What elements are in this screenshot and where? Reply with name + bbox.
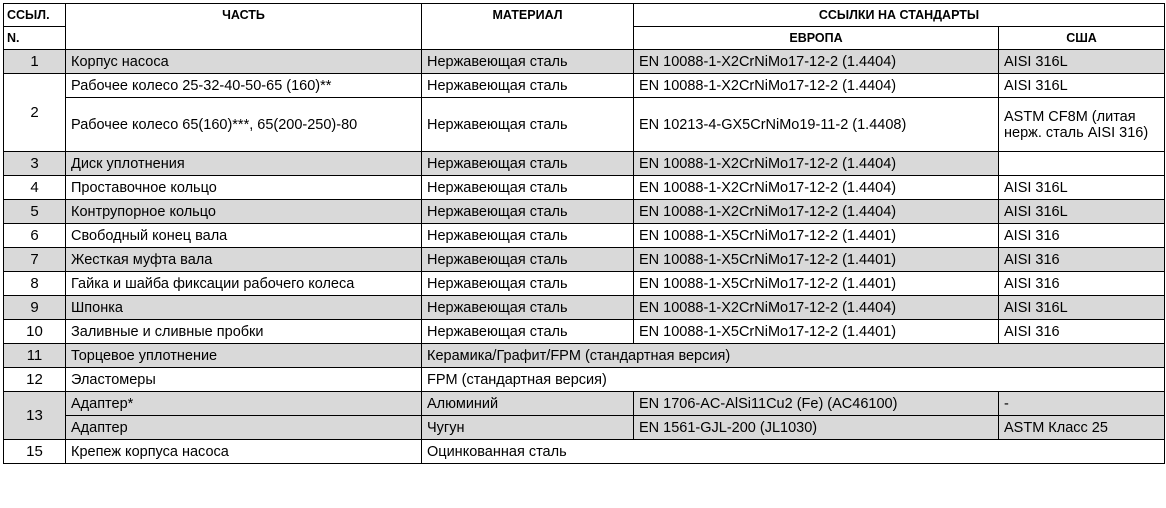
table-row [4, 50, 1165, 74]
material-cell: Чугун [422, 416, 634, 440]
part-cell: Шпонка [66, 296, 422, 320]
ref-cell: 2 [4, 74, 66, 152]
table-row [4, 440, 1165, 464]
europe-cell: EN 10088-1-X2CrNiMo17-12-2 (1.4404) [634, 296, 999, 320]
usa-header: США [999, 27, 1165, 50]
europe-cell: EN 10088-1-X5CrNiMo17-12-2 (1.4401) [634, 248, 999, 272]
europe-cell: EN 10088-1-X5CrNiMo17-12-2 (1.4401) [634, 272, 999, 296]
table-row [4, 272, 1165, 296]
material-cell: Нержавеющая сталь [422, 50, 634, 74]
material-cell: Оцинкованная сталь [422, 440, 1165, 464]
standards-header: ССЫЛКИ НА СТАНДАРТЫ [634, 4, 1165, 27]
ref-header: ССЫЛ. [4, 4, 66, 27]
europe-cell: EN 10213-4-GX5CrNiMo19-11-2 (1.4408) [634, 98, 999, 152]
ref-cell: 13 [4, 392, 66, 440]
table-row [4, 296, 1165, 320]
table-row [4, 248, 1165, 272]
ref-cell: 3 [4, 152, 66, 176]
table-row [4, 152, 1165, 176]
material-cell: Нержавеющая сталь [422, 98, 634, 152]
ref-cell: 4 [4, 176, 66, 200]
europe-cell: EN 10088-1-X2CrNiMo17-12-2 (1.4404) [634, 152, 999, 176]
part-cell: Адаптер [66, 416, 422, 440]
usa-cell: AISI 316L [999, 50, 1165, 74]
material-cell: Нержавеющая сталь [422, 320, 634, 344]
usa-cell: ASTM Класс 25 [999, 416, 1165, 440]
part-cell: Жесткая муфта вала [66, 248, 422, 272]
usa-cell: AISI 316L [999, 74, 1165, 98]
part-cell: Торцевое уплотнение [66, 344, 422, 368]
part-cell: Крепеж корпуса насоса [66, 440, 422, 464]
ref-cell: 5 [4, 200, 66, 224]
material-cell: Нержавеющая сталь [422, 224, 634, 248]
table-row [4, 74, 1165, 98]
part-cell: Рабочее колесо 65(160)***, 65(200-250)-80 [66, 98, 422, 152]
part-header: ЧАСТЬ [66, 4, 422, 50]
table-row [4, 200, 1165, 224]
material-cell: Нержавеющая сталь [422, 200, 634, 224]
materials-table [3, 3, 1165, 464]
part-cell: Корпус насоса [66, 50, 422, 74]
part-cell: Свободный конец вала [66, 224, 422, 248]
material-cell: Нержавеющая сталь [422, 176, 634, 200]
europe-cell: EN 10088-1-X5CrNiMo17-12-2 (1.4401) [634, 320, 999, 344]
material-cell: Нержавеющая сталь [422, 74, 634, 98]
ref-cell: 11 [4, 344, 66, 368]
table-row [4, 176, 1165, 200]
part-cell: Диск уплотнения [66, 152, 422, 176]
usa-cell: AISI 316L [999, 176, 1165, 200]
material-cell: Нержавеющая сталь [422, 296, 634, 320]
part-cell: Проставочное кольцо [66, 176, 422, 200]
usa-cell: AISI 316L [999, 200, 1165, 224]
material-cell: Алюминий [422, 392, 634, 416]
table-row [4, 368, 1165, 392]
table-row [4, 224, 1165, 248]
usa-cell: ASTM CF8M (литая нерж. сталь AISI 316) [999, 98, 1165, 152]
part-cell: Рабочее колесо 25-32-40-50-65 (160)** [66, 74, 422, 98]
europe-cell: EN 1561-GJL-200 (JL1030) [634, 416, 999, 440]
material-cell: Керамика/Графит/FPM (стандартная версия) [422, 344, 1165, 368]
table-row [4, 392, 1165, 416]
usa-cell: AISI 316 [999, 272, 1165, 296]
ref-header-n: N. [4, 27, 66, 50]
material-cell: Нержавеющая сталь [422, 248, 634, 272]
ref-cell: 8 [4, 272, 66, 296]
usa-cell: AISI 316L [999, 296, 1165, 320]
usa-cell: - [999, 392, 1165, 416]
table-row [4, 344, 1165, 368]
europe-header: ЕВРОПА [634, 27, 999, 50]
part-cell: Контрупорное кольцо [66, 200, 422, 224]
material-header: МАТЕРИАЛ [422, 4, 634, 50]
usa-cell [999, 152, 1165, 176]
europe-cell: EN 10088-1-X5CrNiMo17-12-2 (1.4401) [634, 224, 999, 248]
part-cell: Гайка и шайба фиксации рабочего колеса [66, 272, 422, 296]
usa-cell: AISI 316 [999, 320, 1165, 344]
europe-cell: EN 1706-AC-AlSi11Cu2 (Fe) (AC46100) [634, 392, 999, 416]
europe-cell: EN 10088-1-X2CrNiMo17-12-2 (1.4404) [634, 200, 999, 224]
europe-cell: EN 10088-1-X2CrNiMo17-12-2 (1.4404) [634, 50, 999, 74]
ref-cell: 10 [4, 320, 66, 344]
table-row [4, 98, 1165, 152]
material-cell: Нержавеющая сталь [422, 272, 634, 296]
usa-cell: AISI 316 [999, 224, 1165, 248]
part-cell: Адаптер* [66, 392, 422, 416]
ref-cell: 9 [4, 296, 66, 320]
header-row-1 [4, 4, 1165, 27]
europe-cell: EN 10088-1-X2CrNiMo17-12-2 (1.4404) [634, 74, 999, 98]
table-row [4, 416, 1165, 440]
ref-cell: 6 [4, 224, 66, 248]
ref-cell: 7 [4, 248, 66, 272]
ref-cell: 15 [4, 440, 66, 464]
part-cell: Заливные и сливные пробки [66, 320, 422, 344]
ref-cell: 1 [4, 50, 66, 74]
ref-cell: 12 [4, 368, 66, 392]
europe-cell: EN 10088-1-X2CrNiMo17-12-2 (1.4404) [634, 176, 999, 200]
material-cell: FPM (стандартная версия) [422, 368, 1165, 392]
part-cell: Эластомеры [66, 368, 422, 392]
table-row [4, 320, 1165, 344]
material-cell: Нержавеющая сталь [422, 152, 634, 176]
usa-cell: AISI 316 [999, 248, 1165, 272]
